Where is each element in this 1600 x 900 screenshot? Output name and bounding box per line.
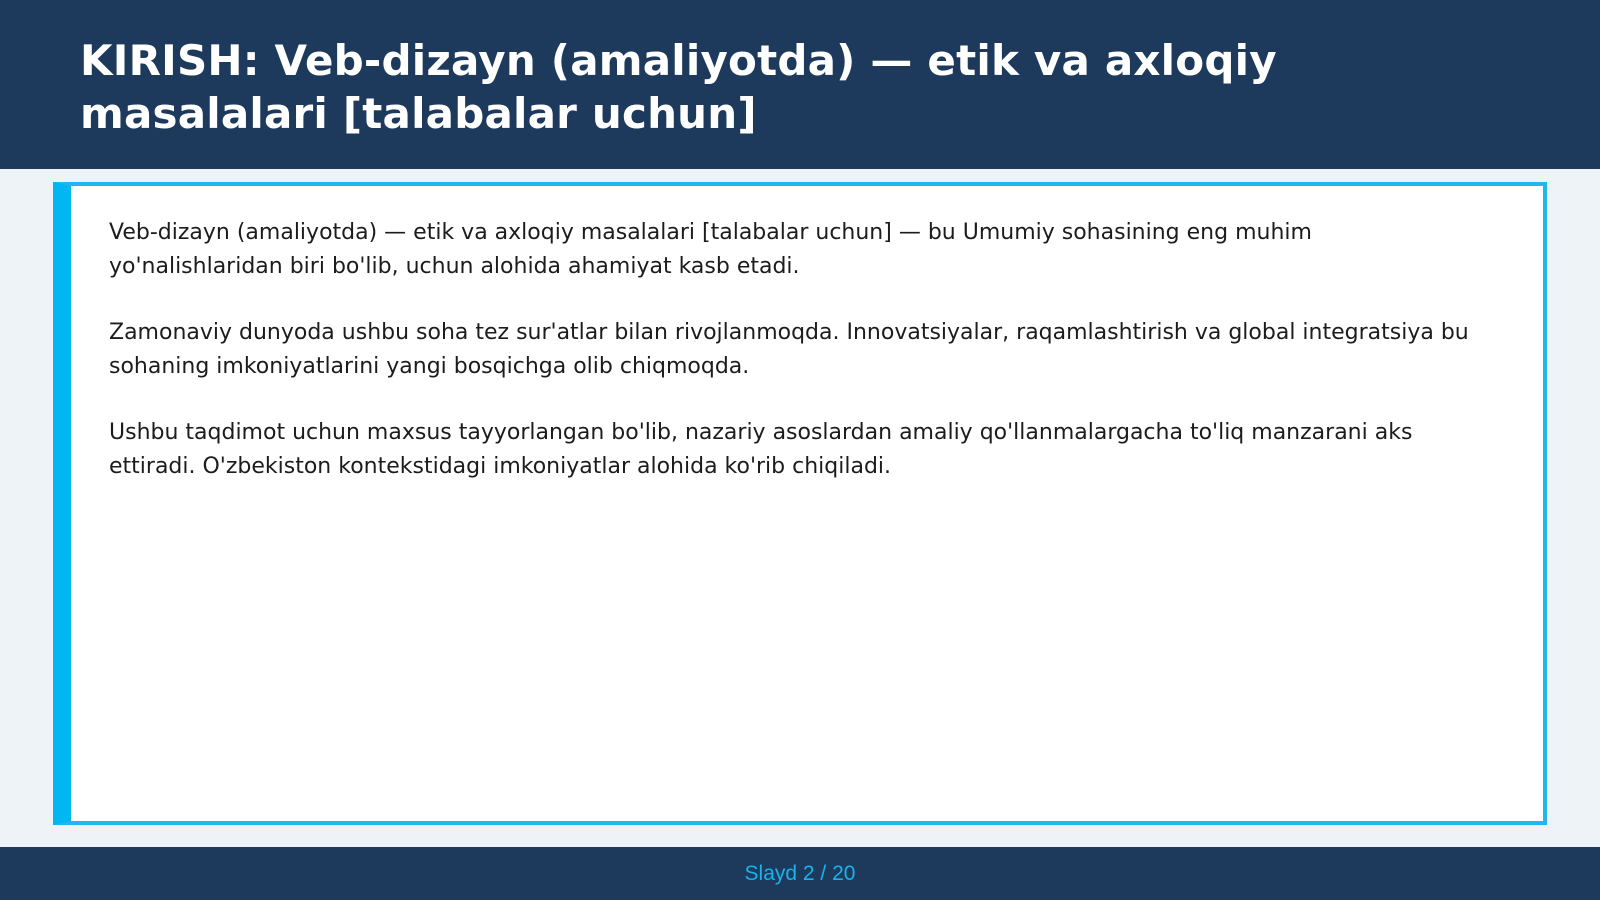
slide-title: KIRISH: Veb-dizayn (amaliyotda) — etik va axloqiy masalalari [talabalar uchun] bbox=[80, 36, 1277, 138]
content-paragraph: Veb-dizayn (amaliyotda) — etik va axloqiy masalalari [talabalar uchun] — bu Umumiy sohasining eng muhim yo'nalishlaridan biri bo'lib, uchun alohida ahamiyat kasb etadi. bbox=[109, 220, 1312, 279]
content-card bbox=[53, 182, 1547, 825]
slide-counter: Slayd 2 / 20 bbox=[744, 862, 856, 885]
slide-footer bbox=[0, 847, 1600, 900]
content-paragraph: Ushbu taqdimot uchun maxsus tayyorlangan bo'lib, nazariy asoslardan amaliy qo'llanmalargacha to'liq manzarani aks ettiradi. O'zbekiston kontekstidagi imkoniyatlar alohida ko'rib chiqiladi. bbox=[109, 420, 1413, 479]
content-paragraph: Zamonaviy dunyoda ushbu soha tez sur'atlar bilan rivojlanmoqda. Innovatsiyalar, raqamlashtirish va global integratsiya bu sohaning imkoniyatlarini yangi bosqichga olib chiqmoqda. bbox=[109, 320, 1469, 379]
slide-header bbox=[0, 0, 1600, 169]
